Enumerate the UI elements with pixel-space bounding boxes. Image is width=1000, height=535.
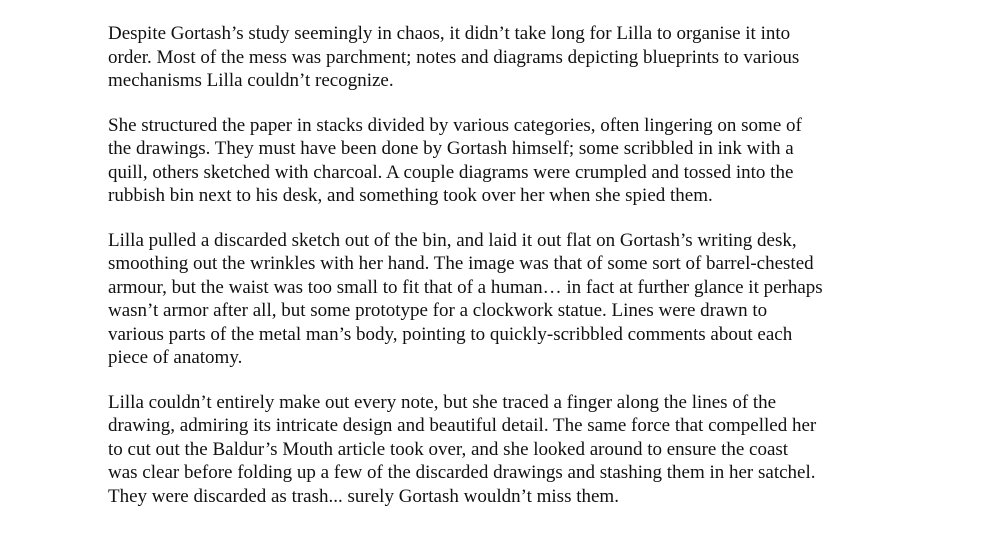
text-line: They were discarded as trash... surely Gortash wouldn’t miss them. xyxy=(108,485,619,507)
document-page xyxy=(108,22,908,529)
text-line: was clear before folding up a few of the discarded drawings and stashing them in her satchel. xyxy=(108,462,816,483)
text-line: order. Most of the mess was parchment; notes and diagrams depicting blueprints to various xyxy=(108,46,800,68)
text-line: quill, others sketched with charcoal. A couple diagrams were crumpled and tossed into the xyxy=(108,161,794,183)
text-line: She structured the paper in stacks divided by various categories, often lingering on some of xyxy=(108,114,802,136)
paragraph-4 xyxy=(108,391,908,509)
text-line: Lilla pulled a discarded sketch out of the bin, and laid it out flat on Gortash’s writing desk, xyxy=(108,229,797,251)
text-line: the drawings. They must have been done by Gortash himself; some scribbled in ink with a xyxy=(108,138,794,159)
text-line: armour, but the waist was too small to fit that of a human… in fact at further glance it perhaps xyxy=(108,276,823,298)
paragraph-3 xyxy=(108,229,908,370)
text-line: piece of anatomy. xyxy=(108,347,243,368)
text-line: to cut out the Baldur’s Mouth article took over, and she looked around to ensure the coast xyxy=(108,438,789,460)
text-line: Lilla couldn’t entirely make out every note, but she traced a finger along the lines of the xyxy=(108,391,777,413)
text-line: rubbish bin next to his desk, and something took over her when she spied them. xyxy=(108,185,713,206)
text-line: smoothing out the wrinkles with her hand. The image was that of some sort of barrel-chested xyxy=(108,253,814,274)
text-line: various parts of the metal man’s body, pointing to quickly-scribbled comments about each xyxy=(108,323,793,345)
text-line: Despite Gortash’s study seemingly in chaos, it didn’t take long for Lilla to organise it into xyxy=(108,23,791,44)
paragraph-1 xyxy=(108,22,908,93)
text-line: drawing, admiring its intricate design and beautiful detail. The same force that compelled her xyxy=(108,415,817,436)
paragraph-2 xyxy=(108,114,908,208)
text-line: mechanisms Lilla couldn’t recognize. xyxy=(108,70,394,91)
text-line: wasn’t armor after all, but some prototype for a clockwork statue. Lines were drawn to xyxy=(108,300,768,321)
